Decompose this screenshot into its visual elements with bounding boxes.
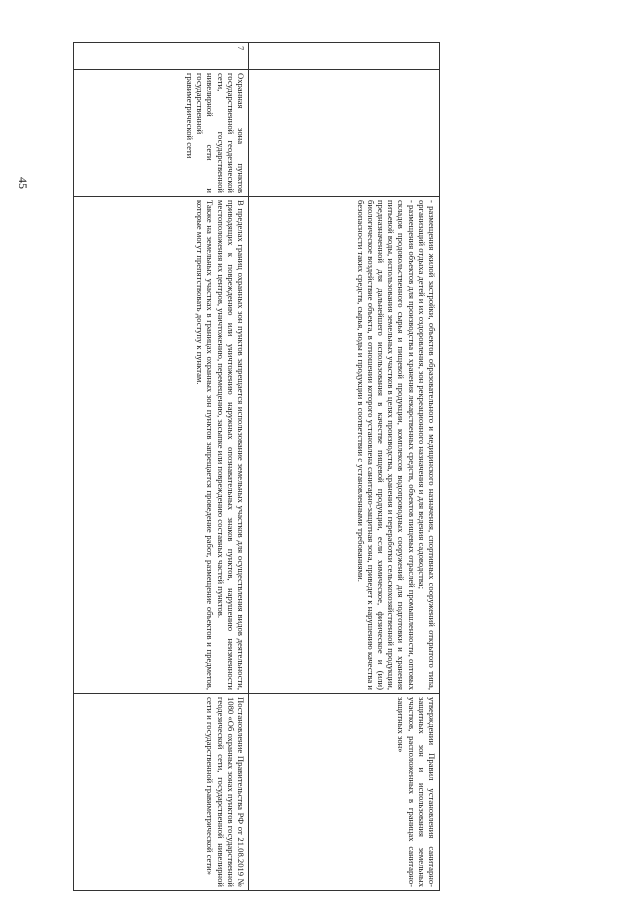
cell-number — [249, 43, 440, 70]
requirement-paragraph: В пределах границ охранных зон пунктов запрещается использование земельных участков для осуществления видов деятельности, приводящих к повреждению или уничтожению наружных опознавательных знаков пунктов, нарушению неизменности местоположения их центров, уничтожению, перемещению, засыпке или повреждению составных частей пунктов. — [215, 200, 246, 690]
requirement-paragraph: - размещения жилой застройки, объектов образовательного и медицинского назначения, спортивных сооружений открытого типа, организаций отдыха детей и их оздоровления, зон рекреационного назначения и для ведения садоводства; — [416, 200, 437, 690]
cell-number: 7 — [74, 43, 249, 70]
cell-legal-document: утверждении Правил установления санитарно-защитных зон и использования земельных участков, расположенных в границах санитарно-защитных зон» — [249, 694, 440, 891]
cell-zone-name — [249, 70, 440, 197]
cell-requirements — [249, 197, 440, 694]
cell-requirements — [74, 197, 249, 694]
requirement-paragraph: - размещения объектов для производства и хранения лекарственных средств, объектов пищевых отраслей промышленности, оптовых складов продовольственного сырья и пищевой продукции, комплексов водопроводных сооружений для подготовки и хранения питьевой воды, использования земельных участков в целях производства, хранения и переработки сельскохозяйственной продукции, предназначенной для дальнейшего использования в качестве пищевой продукции, если химическое, физическое и (или) биологическое воздействие объекта, в отношении которого установлена санитарно-защитная зона, приведет к нарушению качества и безопасности таких средств, сырья, воды и продукции в соответствии с установленными требованиями. — [355, 200, 417, 690]
table-row — [74, 43, 249, 891]
page-number: 45 — [16, 177, 30, 189]
requirement-paragraph: Также на земельных участках в границах охранных зон пунктов запрещается проведение работ, размещение объектов и предметов, которые могут препятствовать доступу к пунктам. — [195, 200, 216, 690]
restrictions-table — [73, 42, 440, 891]
rotated-sheet — [80, 42, 440, 887]
cell-zone-name: Охранная зона пунктов государственной геодезической сети, государственной нивелирной сети и государственной гравиметрической сети — [74, 70, 249, 197]
cell-legal-document: Постановление Правительства РФ от 21.08.2019 № 1080 «Об охранных зонах пунктов государственной геодезической сети, государственной нивелирной сети и государственной гравиметрической сети» — [74, 694, 249, 891]
table-row — [249, 43, 440, 891]
